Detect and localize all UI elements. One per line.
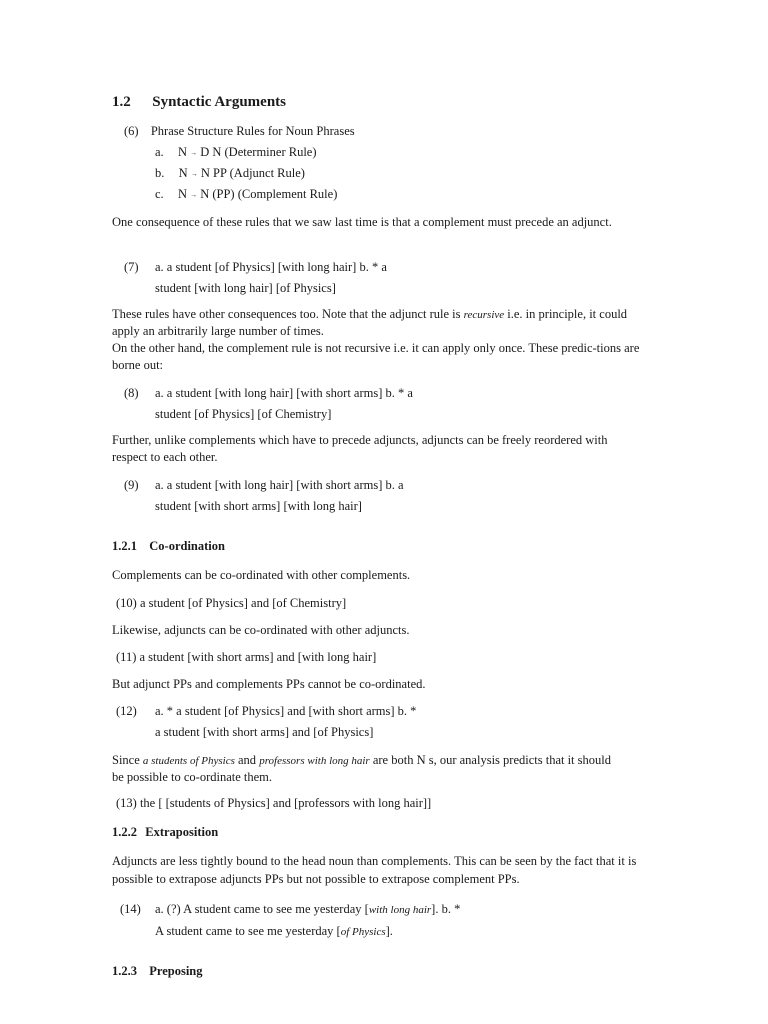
text: a. (?) A student came to see me yesterday [ (155, 902, 369, 916)
rule-b (155, 165, 305, 182)
arrow-icon: → (190, 149, 198, 158)
example-line: student [with long hair] [of Physics] (155, 281, 336, 295)
example-number: (14) (120, 902, 141, 916)
paragraph-line: Further, unlike complements which have to precede adjuncts, adjuncts can be freely reordered with (112, 433, 608, 447)
example-6-header (124, 123, 355, 139)
paragraph-line (112, 752, 611, 769)
example-line: a. a student [of Physics] [with long hair] b. * a (155, 260, 387, 274)
example-line (155, 901, 460, 918)
rule-a (155, 144, 317, 161)
example-line: (11) a student [with short arms] and [with long hair] (116, 650, 377, 664)
rule-rhs: N (PP) (Complement Rule) (200, 187, 338, 201)
text: and (234, 753, 260, 767)
subsection-number: 1.2.2 (112, 825, 137, 839)
paragraph-line: On the other hand, the complement rule is not recursive i.e. it can apply only once. These predic-tions are (112, 341, 640, 355)
text: Since (112, 753, 143, 767)
emphasis: of Physics (340, 926, 386, 938)
arrow-icon: → (190, 170, 198, 179)
emphasis: recursive (463, 309, 505, 321)
rule-label: b. (155, 166, 165, 180)
subsection-number: 1.2.1 (112, 539, 137, 553)
rule-rhs: D N (Determiner Rule) (200, 145, 317, 159)
paragraph-line: be possible to co-ordinate them. (112, 770, 273, 784)
rule-lhs: N (178, 166, 188, 180)
emphasis: with long hair (368, 904, 432, 916)
subsection-number: 1.2.3 (112, 964, 137, 978)
example-line: a. * a student [of Physics] and [with short arms] b. * (155, 704, 417, 718)
paragraph-line: apply an arbitrarily large number of times. (112, 324, 324, 338)
paragraph: One consequence of these rules that we saw last time is that a complement must precede an adjunct. (112, 215, 612, 229)
emphasis: professors with long hair (259, 755, 370, 767)
example-title: Phrase Structure Rules for Noun Phrases (150, 124, 355, 138)
example-line: a. a student [with long hair] [with short arms] b. a (155, 478, 404, 492)
subsection-title: Extraposition (145, 825, 219, 839)
paragraph-line: Adjuncts are less tightly bound to the head noun than complements. This can be seen by the fact that it is (112, 854, 637, 868)
example-number: (12) (116, 704, 137, 718)
text: are both N s, our analysis predicts that it should (369, 753, 611, 767)
paragraph-line: respect to each other. (112, 450, 218, 464)
rule-c (155, 186, 337, 203)
rule-lhs: N (177, 187, 187, 201)
text: ]. b. * (431, 902, 461, 916)
rule-lhs: N (177, 145, 187, 159)
example-line: a student [with short arms] and [of Physics] (155, 725, 374, 739)
paragraph-line (112, 306, 627, 323)
paragraph-line: possible to extrapose adjuncts PPs but not possible to extrapose complement PPs. (112, 872, 520, 886)
example-number: (9) (124, 478, 139, 492)
example-line: (13) the [ [students of Physics] and [professors with long hair]] (116, 796, 432, 810)
section-heading (112, 94, 286, 110)
paragraph-line: borne out: (112, 358, 164, 372)
arrow-icon: → (190, 191, 198, 200)
text: These rules have other consequences too. Note that the adjunct rule is (112, 307, 464, 321)
rule-label: c. (155, 187, 164, 201)
example-number: (6) (124, 124, 139, 138)
emphasis: a students of Physics (142, 755, 235, 767)
example-line: student [of Physics] [of Chemistry] (155, 407, 332, 421)
rule-label: a. (155, 145, 164, 159)
text: ]. (385, 924, 393, 938)
subsection-heading (112, 538, 225, 554)
section-number: 1.2 (112, 94, 131, 110)
example-line: student [with short arms] [with long hair] (155, 499, 362, 513)
text: A student came to see me yesterday [ (155, 924, 341, 938)
example-number: (7) (124, 260, 139, 274)
paragraph: Complements can be co-ordinated with other complements. (112, 568, 411, 582)
text: i.e. in principle, it could (504, 307, 628, 321)
example-line: (10) a student [of Physics] and [of Chemistry] (116, 596, 347, 610)
example-line (155, 923, 393, 940)
subsection-heading (112, 824, 218, 840)
subsection-title: Preposing (149, 964, 203, 978)
paragraph: Likewise, adjuncts can be co-ordinated with other adjuncts. (112, 623, 410, 637)
section-title: Syntactic Arguments (152, 94, 286, 110)
rule-rhs: N PP (Adjunct Rule) (200, 166, 305, 180)
example-number: (8) (124, 386, 139, 400)
subsection-heading (112, 963, 203, 979)
subsection-title: Co-ordination (149, 539, 225, 553)
paragraph: But adjunct PPs and complements PPs cannot be co-ordinated. (112, 677, 426, 691)
example-line: a. a student [with long hair] [with short arms] b. * a (155, 386, 413, 400)
